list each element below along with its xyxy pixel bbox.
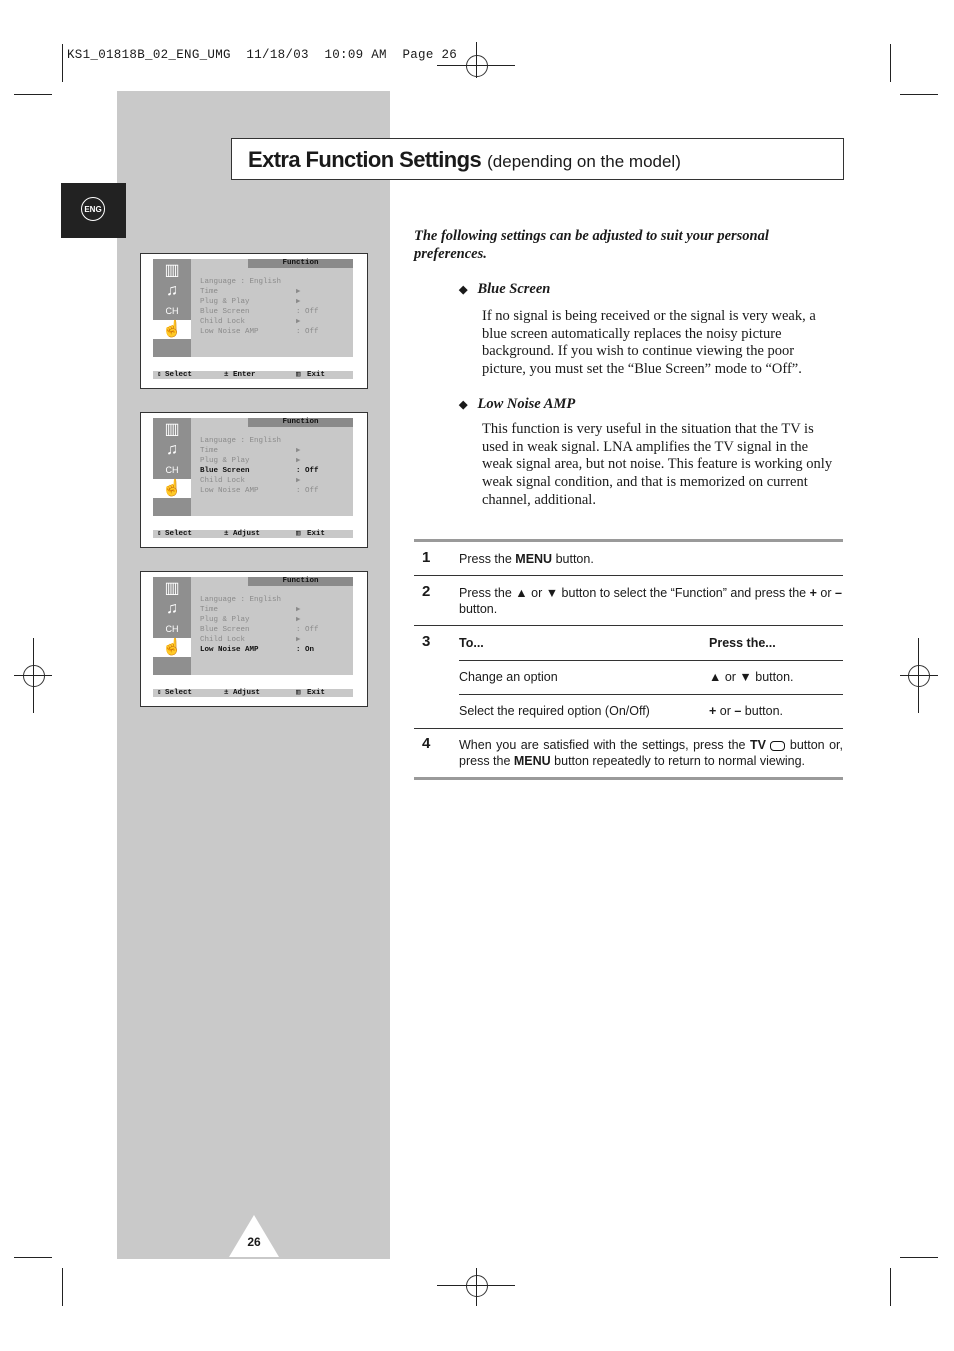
step-3-row-2-action: Select the required option (On/Off) bbox=[459, 704, 650, 718]
osd-footer: ⇕ Select ± Enter ▥ Exit bbox=[153, 371, 353, 379]
intro-text: The following settings can be adjusted to suit your personal preferences. bbox=[414, 228, 769, 262]
registration-mark bbox=[908, 665, 930, 687]
registration-line bbox=[918, 638, 919, 713]
step-divider bbox=[414, 625, 843, 626]
setup-hand-icon: ☝ bbox=[153, 479, 191, 498]
osd-panel bbox=[153, 259, 353, 357]
section-heading-low-noise-amp: ◆ Low Noise AMP bbox=[459, 396, 576, 412]
osd-menu-item: Plug & Play ▶ bbox=[200, 457, 301, 465]
osd-menu-item: Low Noise AMP : Off bbox=[200, 328, 319, 336]
registration-mark bbox=[23, 665, 45, 687]
osd-menu-item: Time ▶ bbox=[200, 288, 301, 296]
channel-icon: CH bbox=[165, 306, 179, 316]
registration-line bbox=[476, 42, 477, 78]
diamond-bullet-icon: ◆ bbox=[459, 284, 468, 296]
osd-footer-adjust: Adjust bbox=[233, 689, 261, 697]
osd-footer-enter: Enter bbox=[233, 371, 256, 379]
step-3-row-1-press: ▲ or ▼ button. bbox=[709, 670, 794, 684]
page-title bbox=[248, 147, 681, 173]
osd-menu-item-selected: Blue Screen : Off bbox=[200, 467, 319, 475]
osd-menu-item: Child Lock ▶ bbox=[200, 318, 301, 326]
step-4-text: When you are satisfied with the settings, press the TV button or, press the MENU button repeatedly to return to normal viewing. bbox=[459, 738, 843, 768]
osd-menu-item: Language : English bbox=[200, 596, 282, 604]
registration-line bbox=[900, 675, 938, 676]
crop-mark bbox=[890, 44, 891, 82]
setup-hand-icon: ☝ bbox=[153, 320, 191, 339]
crop-mark bbox=[14, 1257, 52, 1258]
step-number: 4 bbox=[422, 735, 431, 752]
channel-icon: CH bbox=[165, 465, 179, 475]
osd-menu-item: Low Noise AMP : Off bbox=[200, 487, 319, 495]
osd-icon-column bbox=[153, 577, 191, 675]
osd-footer: ⇕ Select ± Adjust ▥ Exit bbox=[153, 689, 353, 697]
registration-mark bbox=[466, 1275, 488, 1297]
registration-mark bbox=[466, 55, 488, 77]
osd-footer-select: Select bbox=[165, 530, 193, 538]
osd-panel bbox=[153, 577, 353, 675]
osd-menu-item: Blue Screen : Off bbox=[200, 626, 319, 634]
osd-function-label: Function bbox=[248, 577, 353, 586]
step-divider bbox=[459, 660, 843, 661]
picture-icon: ▥ bbox=[164, 580, 180, 597]
osd-menu-item: Time ▶ bbox=[200, 606, 301, 614]
section-body-low-noise-amp: This function is very useful in the situation that the TV is used in weak signal. LNA amplifies the TV signal in the weak signal area, but not noise. This feature is working only weak signal condition, and that is memorized on current channel, additional. bbox=[482, 421, 833, 508]
step-1-text: Press the MENU button. bbox=[459, 552, 594, 566]
sound-icon: ♫ bbox=[166, 441, 178, 458]
osd-footer-adjust: Adjust bbox=[233, 530, 261, 538]
step-3-col-to: To... bbox=[459, 636, 484, 650]
osd-menu-item: Plug & Play ▶ bbox=[200, 298, 301, 306]
setup-hand-icon: ☝ bbox=[153, 638, 191, 657]
page-number: 26 bbox=[247, 1235, 261, 1249]
osd-panel bbox=[153, 418, 353, 516]
crop-mark bbox=[62, 1268, 63, 1306]
osd-footer-exit: Exit bbox=[307, 371, 326, 379]
osd-menu-item: Blue Screen : Off bbox=[200, 308, 319, 316]
registration-line bbox=[33, 638, 34, 713]
step-3-row-2-press: + or – button. bbox=[709, 704, 784, 718]
picture-icon: ▥ bbox=[164, 262, 180, 279]
crop-mark bbox=[900, 1257, 938, 1258]
channel-icon: CH bbox=[165, 624, 179, 634]
osd-function-label: Function bbox=[248, 259, 353, 268]
osd-footer-exit: Exit bbox=[307, 530, 326, 538]
crop-mark bbox=[900, 94, 938, 95]
steps-bottom-rule bbox=[414, 777, 843, 780]
language-badge: ENG bbox=[81, 197, 105, 221]
osd-screen-1 bbox=[140, 253, 368, 389]
osd-menu-item: Child Lock ▶ bbox=[200, 477, 301, 485]
osd-icon-column bbox=[153, 259, 191, 357]
osd-footer: ⇕ Select ± Adjust ▥ Exit bbox=[153, 530, 353, 538]
osd-icon-column bbox=[153, 418, 191, 516]
crop-mark bbox=[62, 44, 63, 82]
step-3-col-press: Press the... bbox=[709, 636, 776, 650]
crop-mark bbox=[890, 1268, 891, 1306]
diamond-bullet-icon: ◆ bbox=[459, 399, 468, 411]
title-main-text: Extra Function Settings bbox=[248, 147, 482, 172]
osd-screen-2 bbox=[140, 412, 368, 548]
osd-menu-item: Time ▶ bbox=[200, 447, 301, 455]
registration-line bbox=[476, 1268, 477, 1306]
print-header: KS1_01818B_02_ENG_UMG 11/18/03 10:09 AM Page 26 bbox=[67, 48, 458, 62]
osd-footer-exit: Exit bbox=[307, 689, 326, 697]
osd-footer-select: Select bbox=[165, 371, 193, 379]
osd-function-label: Function bbox=[248, 418, 353, 427]
crop-mark bbox=[14, 94, 52, 95]
step-number: 1 bbox=[422, 549, 431, 566]
osd-screen-3 bbox=[140, 571, 368, 707]
osd-footer-select: Select bbox=[165, 689, 193, 697]
step-divider bbox=[414, 575, 843, 576]
sound-icon: ♫ bbox=[166, 282, 178, 299]
step-number: 3 bbox=[422, 633, 431, 650]
step-divider bbox=[414, 728, 843, 729]
osd-menu-item: Language : English bbox=[200, 278, 282, 286]
tv-button-icon bbox=[770, 741, 785, 751]
step-divider bbox=[459, 694, 843, 695]
sound-icon: ♫ bbox=[166, 600, 178, 617]
steps-top-rule bbox=[414, 539, 843, 542]
step-number: 2 bbox=[422, 583, 431, 600]
osd-menu-item-selected: Low Noise AMP : On bbox=[200, 646, 315, 654]
step-3-row-1-action: Change an option bbox=[459, 670, 558, 684]
section-heading-blue-screen: ◆ Blue Screen bbox=[459, 281, 551, 297]
title-box bbox=[231, 138, 844, 180]
section-body-blue-screen: If no signal is being received or the signal is very weak, a blue screen automatically replaces the noisy picture background. If you wish to continue viewing the poor picture, you must set the “Blue Screen” mode to “Off”. bbox=[482, 308, 816, 378]
osd-menu-item: Language : English bbox=[200, 437, 282, 445]
step-2-text: Press the ▲ or ▼ button to select the “Function” and press the + or – button. bbox=[459, 586, 842, 616]
title-subtitle: (depending on the model) bbox=[487, 152, 681, 171]
osd-menu-item: Plug & Play ▶ bbox=[200, 616, 301, 624]
picture-icon: ▥ bbox=[164, 421, 180, 438]
osd-menu-item: Child Lock ▶ bbox=[200, 636, 301, 644]
